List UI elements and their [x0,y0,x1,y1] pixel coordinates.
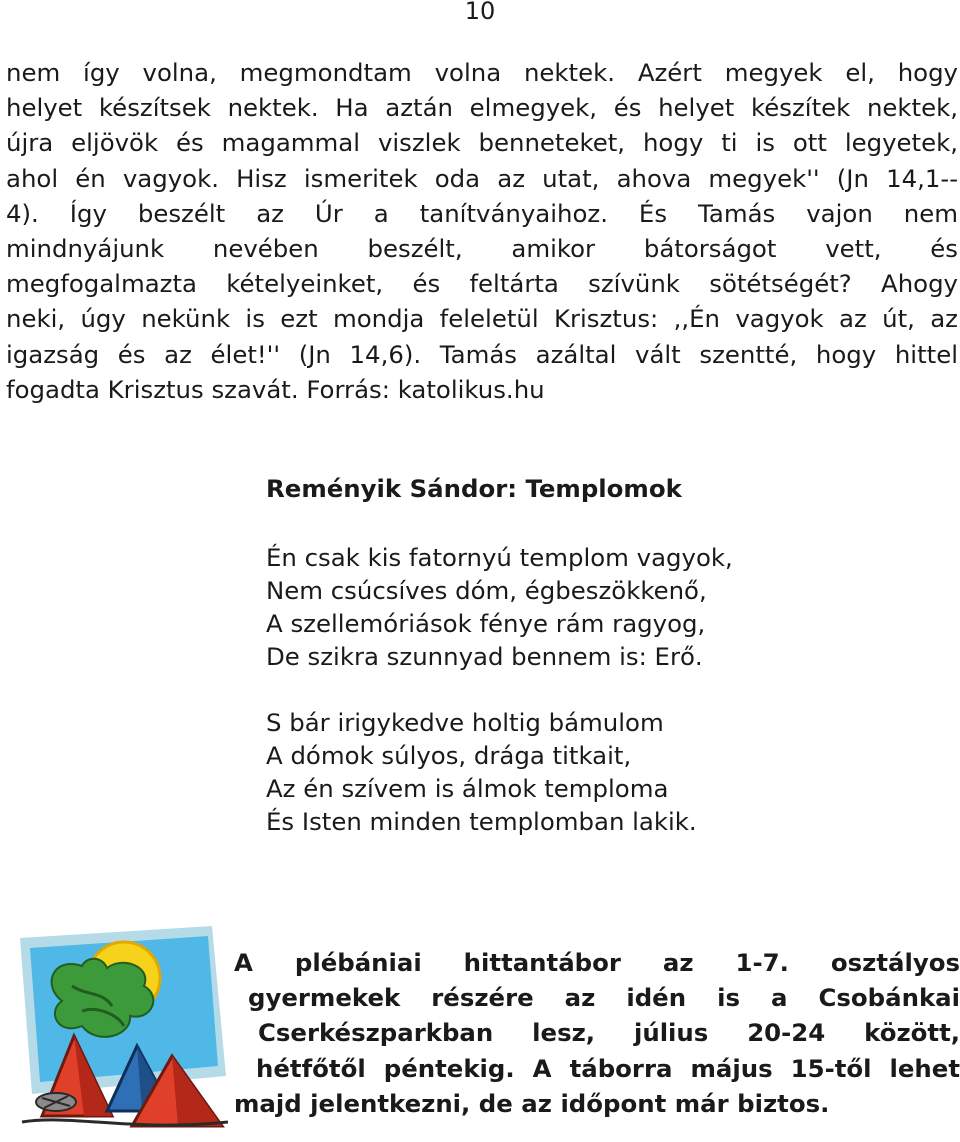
paragraph-line: helyet készítsek nektek. Ha aztán elmegyek, és helyet készítek nektek, [6,93,958,123]
poem-stanza [266,541,866,673]
paragraph-line: mindnyájunk nevében beszélt, amikor bátorságot vett, és [6,234,958,264]
poem-line: És Isten minden templomban lakik. [266,807,697,836]
poem-line: Nem csúcsíves dóm, égbeszökkenő, [266,576,707,605]
poem-line: De szikra szunnyad bennem is: Erő. [266,642,703,671]
paragraph-line: megfogalmazta kételyeinket, és feltárta szívünk sötétségét? Ahogy [6,269,958,299]
camping-tents-sun-icon [12,926,234,1136]
poem-line: Az én szívem is álmok temploma [266,774,669,803]
announcement-line: hétfőtől péntekig. A táborra május 15-től lehet [256,1053,960,1083]
paragraph-line: fogadta Krisztus szavát. Forrás: katolikus.hu [6,374,545,404]
paragraph-line: nem így volna, megmondtam volna nektek. Azért megyek el, hogy [6,58,958,87]
announcement-line: majd jelentkezni, de az időpont már biztos. [234,1088,830,1118]
camp-announcement [234,945,960,1121]
page-number: 10 [464,0,496,25]
paragraph-line: ahol én vagyok. Hisz ismeritek oda az utat, ahova megyek'' (Jn 14,1-- [6,163,958,193]
poem-stanza [266,706,866,838]
poem-line: A szellemóriások fénye rám ragyog, [266,609,706,638]
announcement-line: A plébániai hittantábor az 1-7. osztályos [234,948,960,977]
announcement-line: gyermekek részére az idén is a Csobánkai [248,983,960,1013]
poem-line: S bár irigykedve holtig bámulom [266,708,664,737]
poem-title: Reményik Sándor: Templomok [266,474,682,503]
body-paragraph [6,55,958,407]
poem-line: Én csak kis fatornyú templom vagyok, [266,543,733,572]
paragraph-line: újra eljövök és magammal viszlek benneteket, hogy ti is ott legyetek, [6,128,958,158]
paragraph-line: igazság és az élet!'' (Jn 14,6). Tamás azáltal vált szentté, hogy hittel [6,339,958,369]
paragraph-line: 4). Így beszélt az Úr a tanítványaihoz. És Tamás vajon nem [6,198,958,228]
announcement-line: Cserkészparkban lesz, július 20-24 között, [258,1018,960,1048]
poem-line: A dómok súlyos, drága titkait, [266,741,632,770]
paragraph-line: neki, úgy nekünk is ezt mondja feleletül Krisztus: ,,Én vagyok az út, az [6,304,958,334]
